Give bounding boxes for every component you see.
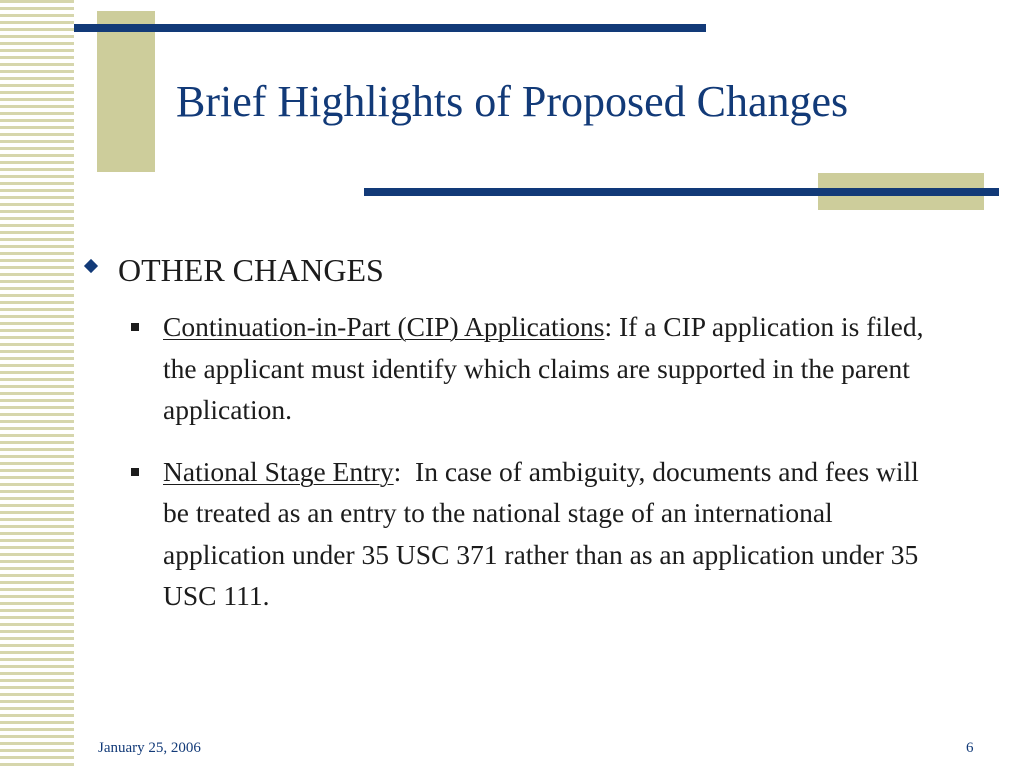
- bullet-text: In case of ambiguity, documents and fees will be treated as an entry to the national stage of an international application under 35 USC 371 rather than as an application under 35 USC 111.: [163, 455, 919, 611]
- decorative-bar-top: [74, 24, 706, 32]
- diamond-bullet-icon: [84, 259, 98, 273]
- footer-date: January 25, 2006: [98, 740, 201, 756]
- bullet-item-cip: [163, 306, 933, 431]
- bullet-term: National Stage Entry: [163, 455, 394, 487]
- bullet-term: Continuation-in-Part (CIP) Applications: [163, 311, 605, 342]
- bullet-item-national-stage: [163, 451, 933, 617]
- square-bullet-icon: [131, 468, 139, 476]
- square-bullet-icon: [131, 323, 139, 331]
- decorative-block-top: [97, 11, 155, 172]
- page-number: 6: [966, 740, 974, 756]
- section-heading-item: [80, 248, 960, 292]
- slide-body: [80, 248, 960, 617]
- decorative-stripes: [0, 0, 74, 768]
- section-heading: OTHER CHANGES: [118, 252, 384, 288]
- decorative-bar-middle: [364, 188, 999, 196]
- slide-title: Brief Highlights of Proposed Changes: [176, 77, 849, 126]
- bullet-text: If a CIP application is filed, the applicant must identify which claims are supported in the parent application.: [163, 311, 924, 425]
- bullet-separator: :: [393, 455, 416, 487]
- bullet-separator: :: [604, 311, 620, 342]
